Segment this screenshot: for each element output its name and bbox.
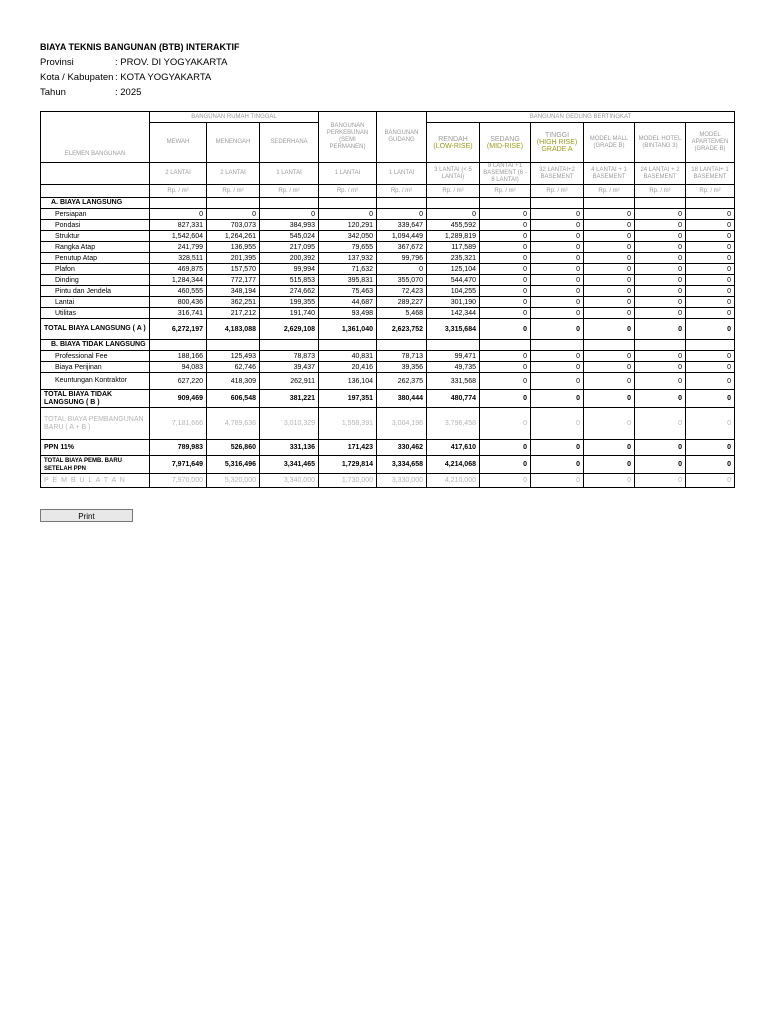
value-cell: 0 — [686, 373, 735, 390]
unit-cell: Rp. / m² — [207, 185, 260, 198]
value-cell: 0 — [635, 209, 686, 220]
value-cell: 339,647 — [377, 220, 427, 231]
row-label: Utilitas — [41, 308, 150, 319]
value-cell: 1,730,000 — [319, 474, 377, 488]
value-cell: 0 — [584, 362, 635, 373]
row-label: Rangka Atap — [41, 242, 150, 253]
value-cell: 104,255 — [427, 286, 480, 297]
value-cell: 0 — [584, 264, 635, 275]
unit-cell: Rp. / m² — [319, 185, 377, 198]
value-cell: 0 — [686, 308, 735, 319]
value-cell: 0 — [531, 390, 584, 408]
value-cell: 0 — [480, 275, 531, 286]
unit-cell: Rp. / m² — [686, 185, 735, 198]
value-cell: 331,136 — [260, 440, 319, 456]
value-cell: 515,853 — [260, 275, 319, 286]
group-gedung-header: BANGUNAN GEDUNG BERTINGKAT — [427, 112, 735, 123]
total-ppn-row — [41, 456, 735, 474]
value-cell: 0 — [686, 253, 735, 264]
value-cell: 545,024 — [260, 231, 319, 242]
value-cell: 0 — [480, 456, 531, 474]
value-cell: 274,662 — [260, 286, 319, 297]
value-cell: 395,831 — [319, 275, 377, 286]
value-cell: 75,463 — [319, 286, 377, 297]
elemen-header: ELEMEN BANGUNAN — [41, 112, 150, 163]
col-header-apartemen: MODEL APARTEMEN (GRADE B) — [686, 123, 735, 163]
value-cell: 0 — [686, 286, 735, 297]
value-cell: 367,672 — [377, 242, 427, 253]
value-cell: 0 — [480, 408, 531, 440]
value-cell: 1,361,040 — [319, 319, 377, 340]
floors-cell: 18 LANTAI+ 1 BASEMENT — [686, 163, 735, 185]
value-cell: 7,971,649 — [150, 456, 207, 474]
value-cell: 5,468 — [377, 308, 427, 319]
value-cell: 120,291 — [319, 220, 377, 231]
value-cell: 0 — [635, 275, 686, 286]
unit-cell: Rp. / m² — [150, 185, 207, 198]
value-cell: 1,558,391 — [319, 408, 377, 440]
value-cell: 0 — [686, 220, 735, 231]
unit-cell: Rp. / m² — [531, 185, 584, 198]
total-ab-row — [41, 408, 735, 440]
value-cell: 1,094,449 — [377, 231, 427, 242]
row-label: Struktur — [41, 231, 150, 242]
item-row — [41, 242, 735, 253]
value-cell: 0 — [584, 440, 635, 456]
row-label: Biaya Perijinan — [41, 362, 150, 373]
value-cell: 316,741 — [150, 308, 207, 319]
value-cell: 0 — [584, 390, 635, 408]
value-cell: 417,610 — [427, 440, 480, 456]
value-cell: 0 — [531, 308, 584, 319]
row-label: Plafon — [41, 264, 150, 275]
value-cell: 0 — [480, 297, 531, 308]
value-cell: 0 — [427, 209, 480, 220]
unit-cell: Rp. / m² — [480, 185, 531, 198]
value-cell: 0 — [480, 308, 531, 319]
value-cell: 0 — [584, 220, 635, 231]
value-cell: 0 — [584, 297, 635, 308]
value-cell: 3,004,196 — [377, 408, 427, 440]
value-cell: 0 — [686, 390, 735, 408]
value-cell: 0 — [635, 242, 686, 253]
value-cell: 2,623,752 — [377, 319, 427, 340]
value-cell: 72,423 — [377, 286, 427, 297]
value-cell: 384,993 — [260, 220, 319, 231]
value-cell: 0 — [584, 253, 635, 264]
value-cell: 0 — [531, 286, 584, 297]
value-cell: 380,444 — [377, 390, 427, 408]
value-cell: 827,331 — [150, 220, 207, 231]
value-cell: 0 — [531, 253, 584, 264]
total-b-row — [41, 390, 735, 408]
value-cell: 137,932 — [319, 253, 377, 264]
value-cell: 79,655 — [319, 242, 377, 253]
value-cell: 262,375 — [377, 373, 427, 390]
value-cell: 0 — [635, 362, 686, 373]
value-cell: 0 — [480, 209, 531, 220]
value-cell: 78,713 — [377, 351, 427, 362]
value-cell: 0 — [635, 286, 686, 297]
value-cell: 0 — [531, 362, 584, 373]
value-cell: 330,462 — [377, 440, 427, 456]
value-cell: 355,070 — [377, 275, 427, 286]
col-header-gudang: BANGUNAN GUDANG — [377, 112, 427, 163]
value-cell: 201,395 — [207, 253, 260, 264]
item-row — [41, 308, 735, 319]
value-cell: 0 — [686, 242, 735, 253]
value-cell: 0 — [531, 275, 584, 286]
value-cell: 78,873 — [260, 351, 319, 362]
field-tahun: Tahun : 2025 — [40, 87, 142, 98]
value-cell: 909,469 — [150, 390, 207, 408]
value-cell: 0 — [584, 286, 635, 297]
value-cell: 331,568 — [427, 373, 480, 390]
total-a-row — [41, 319, 735, 340]
section-a-row: A. BIAYA LANGSUNG — [41, 198, 735, 209]
value-cell: 0 — [480, 253, 531, 264]
floors-cell: 1 LANTAI — [319, 163, 377, 185]
value-cell: 71,632 — [319, 264, 377, 275]
item-row — [41, 351, 735, 362]
floors-cell: 4 LANTAI + 1 BASEMENT — [584, 163, 635, 185]
value-cell: 39,356 — [377, 362, 427, 373]
value-cell: 0 — [531, 408, 584, 440]
group-header-row — [41, 112, 735, 123]
value-cell: 0 — [584, 275, 635, 286]
value-cell: 0 — [635, 408, 686, 440]
floors-cell: 8 LANTAI +1 BASEMENT (6 - 8 LANTAI) — [480, 163, 531, 185]
value-cell: 0 — [686, 275, 735, 286]
pembulatan-row — [41, 474, 735, 488]
item-row — [41, 297, 735, 308]
value-cell: 606,548 — [207, 390, 260, 408]
value-cell: 0 — [584, 319, 635, 340]
item-row — [41, 373, 735, 390]
value-cell: 0 — [480, 319, 531, 340]
value-cell: 0 — [584, 373, 635, 390]
value-cell: 0 — [584, 308, 635, 319]
value-cell: 328,511 — [150, 253, 207, 264]
value-cell: 0 — [260, 209, 319, 220]
value-cell: 4,789,636 — [207, 408, 260, 440]
value-cell: 1,284,344 — [150, 275, 207, 286]
field-kota: Kota / Kabupaten : KOTA YOGYAKARTA — [40, 72, 212, 83]
value-cell: 262,911 — [260, 373, 319, 390]
row-label: TOTAL BIAYA PEMBANGUNAN BARU ( A + B ) — [41, 408, 150, 440]
value-cell: 0 — [480, 351, 531, 362]
col-header-sedang: SEDANG (MID-RISE) — [480, 123, 531, 163]
value-cell: 93,498 — [319, 308, 377, 319]
value-cell: 3,341,465 — [260, 456, 319, 474]
value-cell: 0 — [584, 474, 635, 488]
floors-cell: 2 LANTAI — [150, 163, 207, 185]
value-cell: 0 — [584, 408, 635, 440]
value-cell: 188,166 — [150, 351, 207, 362]
value-cell: 0 — [635, 474, 686, 488]
row-label: Lantai — [41, 297, 150, 308]
value-cell: 0 — [531, 373, 584, 390]
value-cell: 0 — [319, 209, 377, 220]
value-cell: 0 — [635, 253, 686, 264]
row-label: P E M B U L A T A N — [41, 474, 150, 488]
value-cell: 125,493 — [207, 351, 260, 362]
report-header — [40, 40, 240, 100]
value-cell: 0 — [531, 440, 584, 456]
page-title: BIAYA TEKNIS BANGUNAN (BTB) INTERAKTIF — [40, 42, 240, 52]
btb-table — [40, 111, 735, 488]
item-row — [41, 264, 735, 275]
print-button[interactable]: Print — [40, 509, 133, 522]
value-cell: 0 — [635, 231, 686, 242]
row-label: TOTAL BIAYA TIDAK LANGSUNG ( B ) — [41, 390, 150, 408]
unit-cell: Rp. / m² — [260, 185, 319, 198]
unit-cell: Rp. / m² — [635, 185, 686, 198]
value-cell: 241,799 — [150, 242, 207, 253]
value-cell: 469,875 — [150, 264, 207, 275]
value-cell: 772,177 — [207, 275, 260, 286]
floors-cell: 24 LANTAI + 2 BASEMENT — [635, 163, 686, 185]
value-cell: 125,104 — [427, 264, 480, 275]
value-cell: 171,423 — [319, 440, 377, 456]
value-cell: 362,251 — [207, 297, 260, 308]
floors-cell: 3 LANTAI (< 5 LANTAI) — [427, 163, 480, 185]
value-cell: 1,264,261 — [207, 231, 260, 242]
value-cell: 0 — [635, 308, 686, 319]
value-cell: 0 — [686, 209, 735, 220]
value-cell: 3,334,658 — [377, 456, 427, 474]
value-cell: 0 — [584, 351, 635, 362]
floors-cell: 2 LANTAI — [207, 163, 260, 185]
value-cell: 0 — [584, 231, 635, 242]
col-header-mewah: MEWAH — [150, 123, 207, 163]
value-cell: 0 — [686, 319, 735, 340]
col-header-perkebunan: BANGUNAN PERKEBUNAN (SEMI PERMANEN) — [319, 112, 377, 163]
value-cell: 3,315,684 — [427, 319, 480, 340]
value-cell: 0 — [635, 220, 686, 231]
value-cell: 3,796,458 — [427, 408, 480, 440]
value-cell: 235,321 — [427, 253, 480, 264]
value-cell: 94,083 — [150, 362, 207, 373]
col-header-menengah: MENENGAH — [207, 123, 260, 163]
value-cell: 0 — [686, 440, 735, 456]
value-cell: 301,190 — [427, 297, 480, 308]
col-header-sederhana: SEDERHANA — [260, 123, 319, 163]
row-label: TOTAL BIAYA PEMB. BARU SETELAH PPN — [41, 456, 150, 474]
item-row — [41, 362, 735, 373]
value-cell: 0 — [635, 264, 686, 275]
value-cell: 0 — [686, 474, 735, 488]
value-cell: 0 — [531, 220, 584, 231]
row-label: Pintu dan Jendela — [41, 286, 150, 297]
value-cell: 0 — [635, 319, 686, 340]
row-label: Pondasi — [41, 220, 150, 231]
value-cell: 703,073 — [207, 220, 260, 231]
value-cell: 480,774 — [427, 390, 480, 408]
value-cell: 0 — [377, 209, 427, 220]
value-cell: 191,740 — [260, 308, 319, 319]
item-row — [41, 231, 735, 242]
value-cell: 0 — [480, 390, 531, 408]
value-cell: 800,436 — [150, 297, 207, 308]
value-cell: 0 — [480, 286, 531, 297]
item-row — [41, 286, 735, 297]
value-cell: 136,955 — [207, 242, 260, 253]
value-cell: 40,831 — [319, 351, 377, 362]
value-cell: 0 — [531, 319, 584, 340]
value-cell: 0 — [531, 474, 584, 488]
value-cell: 289,227 — [377, 297, 427, 308]
value-cell: 0 — [480, 242, 531, 253]
floors-cell: 1 LANTAI — [377, 163, 427, 185]
item-row — [41, 253, 735, 264]
item-row — [41, 220, 735, 231]
group-rumah-header: BANGUNAN RUMAH TINGGAL — [150, 112, 319, 123]
value-cell: 0 — [531, 264, 584, 275]
value-cell: 4,183,088 — [207, 319, 260, 340]
row-label: Dinding — [41, 275, 150, 286]
value-cell: 0 — [635, 351, 686, 362]
value-cell: 0 — [531, 231, 584, 242]
unit-cell: Rp. / m² — [377, 185, 427, 198]
value-cell: 0 — [686, 264, 735, 275]
value-cell: 0 — [686, 362, 735, 373]
floors-row — [41, 163, 735, 185]
value-cell: 0 — [480, 362, 531, 373]
value-cell: 136,104 — [319, 373, 377, 390]
value-cell: 0 — [480, 373, 531, 390]
value-cell: 0 — [480, 440, 531, 456]
ppn-row — [41, 440, 735, 456]
value-cell: 1,729,814 — [319, 456, 377, 474]
value-cell: 0 — [150, 209, 207, 220]
value-cell: 0 — [207, 209, 260, 220]
row-label: Keuntungan Kontraktor — [41, 373, 150, 390]
value-cell: 0 — [531, 297, 584, 308]
value-cell: 1,289,819 — [427, 231, 480, 242]
value-cell: 0 — [584, 242, 635, 253]
value-cell: 217,212 — [207, 308, 260, 319]
value-cell: 460,555 — [150, 286, 207, 297]
value-cell: 157,570 — [207, 264, 260, 275]
value-cell: 0 — [531, 456, 584, 474]
unit-row — [41, 185, 735, 198]
item-row — [41, 275, 735, 286]
value-cell: 1,542,604 — [150, 231, 207, 242]
section-b-row: B. BIAYA TIDAK LANGSUNG — [41, 340, 735, 351]
value-cell: 342,050 — [319, 231, 377, 242]
value-cell: 217,095 — [260, 242, 319, 253]
row-label: TOTAL BIAYA LANGSUNG ( A ) — [41, 319, 150, 340]
value-cell: 2,629,108 — [260, 319, 319, 340]
value-cell: 4,210,000 — [427, 474, 480, 488]
floors-cell: 32 LANTAI+2 BASEMENT — [531, 163, 584, 185]
value-cell: 142,344 — [427, 308, 480, 319]
value-cell: 0 — [686, 456, 735, 474]
value-cell: 44,687 — [319, 297, 377, 308]
value-cell: 39,437 — [260, 362, 319, 373]
value-cell: 5,320,000 — [207, 474, 260, 488]
value-cell: 117,589 — [427, 242, 480, 253]
value-cell: 99,994 — [260, 264, 319, 275]
value-cell: 0 — [377, 264, 427, 275]
value-cell: 99,471 — [427, 351, 480, 362]
row-label: Persiapan — [41, 209, 150, 220]
value-cell: 0 — [686, 297, 735, 308]
value-cell: 381,221 — [260, 390, 319, 408]
value-cell: 0 — [531, 209, 584, 220]
value-cell: 62,746 — [207, 362, 260, 373]
field-provinsi: Provinsi : PROV. DI YOGYAKARTA — [40, 57, 228, 68]
value-cell: 0 — [480, 220, 531, 231]
value-cell: 0 — [635, 373, 686, 390]
value-cell: 0 — [480, 231, 531, 242]
value-cell: 20,416 — [319, 362, 377, 373]
value-cell: 455,592 — [427, 220, 480, 231]
col-header-mall: MODEL MALL (GRADE B) — [584, 123, 635, 163]
value-cell: 197,351 — [319, 390, 377, 408]
value-cell: 627,220 — [150, 373, 207, 390]
value-cell: 418,309 — [207, 373, 260, 390]
value-cell: 3,340,000 — [260, 474, 319, 488]
value-cell: 526,860 — [207, 440, 260, 456]
value-cell: 0 — [531, 351, 584, 362]
floors-cell: 1 LANTAI — [260, 163, 319, 185]
value-cell: 7,970,000 — [150, 474, 207, 488]
value-cell: 544,470 — [427, 275, 480, 286]
unit-cell: Rp. / m² — [427, 185, 480, 198]
value-cell: 789,983 — [150, 440, 207, 456]
value-cell: 0 — [635, 440, 686, 456]
value-cell: 200,392 — [260, 253, 319, 264]
value-cell: 5,316,496 — [207, 456, 260, 474]
value-cell: 0 — [584, 209, 635, 220]
value-cell: 0 — [635, 297, 686, 308]
col-header-hotel: MODEL HOTEL (BINTANG 3) — [635, 123, 686, 163]
row-label: PPN 11% — [41, 440, 150, 456]
col-header-rendah: RENDAH (LOW-RISE) — [427, 123, 480, 163]
value-cell: 0 — [584, 456, 635, 474]
value-cell: 3,330,000 — [377, 474, 427, 488]
value-cell: 99,796 — [377, 253, 427, 264]
value-cell: 0 — [686, 408, 735, 440]
unit-cell: Rp. / m² — [584, 185, 635, 198]
value-cell: 3,010,329 — [260, 408, 319, 440]
col-header-tinggi: TINGGI (HIGH RISE) GRADE A — [531, 123, 584, 163]
value-cell: 0 — [686, 231, 735, 242]
value-cell: 0 — [686, 351, 735, 362]
value-cell: 199,355 — [260, 297, 319, 308]
value-cell: 348,194 — [207, 286, 260, 297]
value-cell: 0 — [635, 456, 686, 474]
value-cell: 6,272,197 — [150, 319, 207, 340]
item-row — [41, 209, 735, 220]
value-cell: 0 — [531, 242, 584, 253]
value-cell: 49,735 — [427, 362, 480, 373]
value-cell: 0 — [480, 474, 531, 488]
row-label: Professional Fee — [41, 351, 150, 362]
value-cell: 4,214,068 — [427, 456, 480, 474]
value-cell: 0 — [480, 264, 531, 275]
value-cell: 0 — [635, 390, 686, 408]
row-label: Penutup Atap — [41, 253, 150, 264]
value-cell: 7,181,666 — [150, 408, 207, 440]
